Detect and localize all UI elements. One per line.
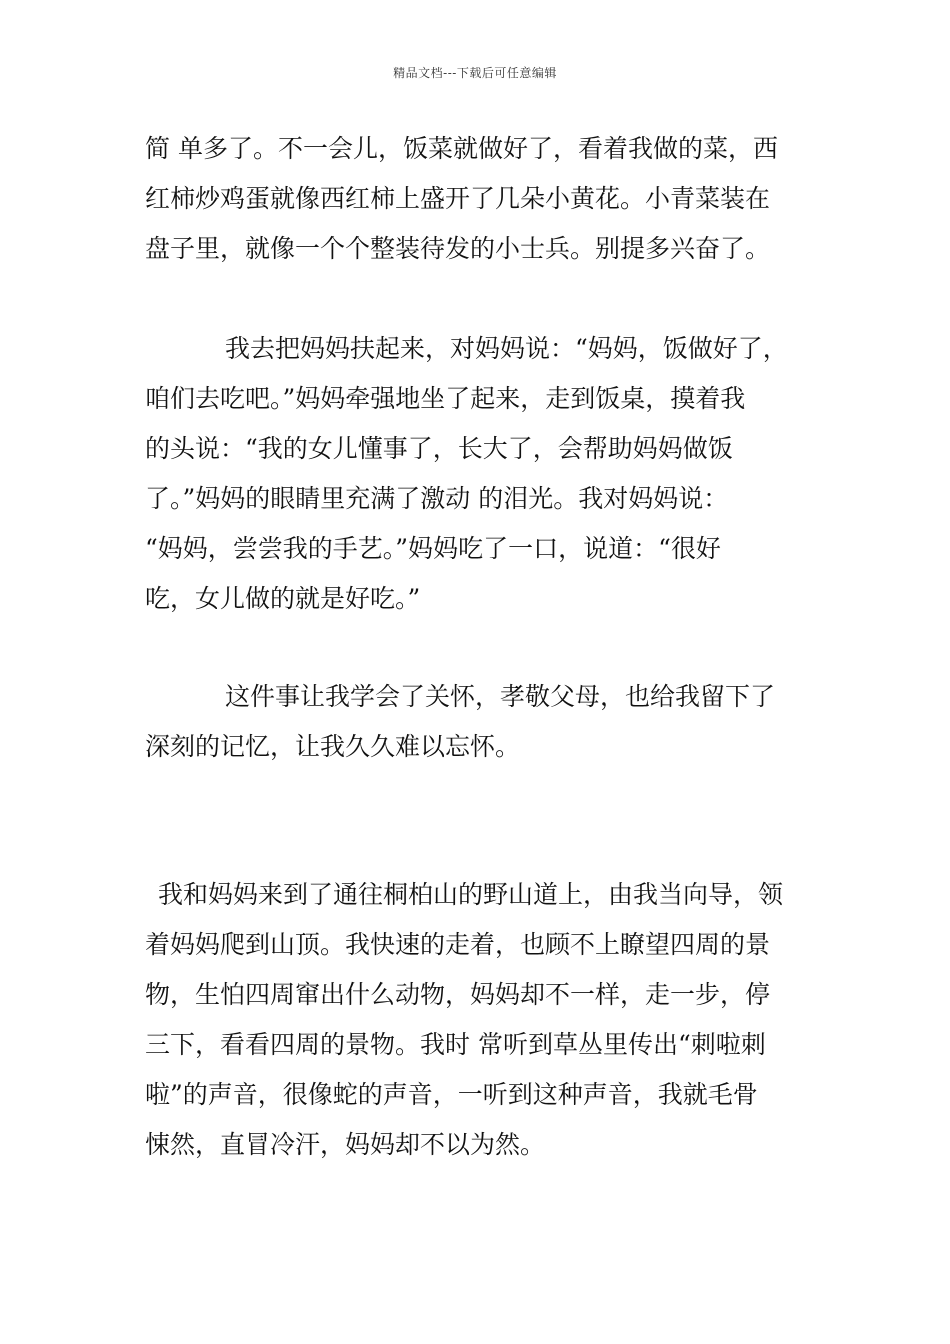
paragraph-line: 这件事让我学会了关怀，孝敬父母，也给我留下了	[225, 682, 776, 711]
paragraph-line: 着妈妈爬到山顶。我快速的走着，也顾不上瞭望四周的景	[145, 930, 771, 959]
paragraph-line: 红柿炒鸡蛋就像西红柿上盛开了几朵小黄花。小青菜装在	[145, 184, 771, 213]
paragraph-line: 我和妈妈来到了通往桐柏山的野山道上，由我当向导，领	[158, 880, 784, 909]
paragraph-line: 悚然，直冒冷汗，妈妈却不以为然。	[145, 1130, 546, 1159]
paragraph-4	[145, 870, 810, 1170]
paragraph-line: 物，生怕四周窜出什么动物，妈妈却不一样，走一步，停	[145, 980, 771, 1009]
paragraph-line: 咱们去吃吧。”妈妈牵强地坐了起来，走到饭桌，摸着我	[145, 384, 746, 413]
paragraph-line: 的头说：“我的女儿懂事了，长大了，会帮助妈妈做饭	[145, 434, 733, 463]
paragraph-1	[145, 124, 810, 274]
paragraph-line: 了。”妈妈的眼睛里充满了激动 的泪光。我对妈妈说：	[145, 484, 729, 513]
paragraph-line: 三下，看看四周的景物。我时 常听到草丛里传出“刺啦刺	[145, 1030, 766, 1059]
paragraph-line: 简 单多了。不一会儿，饭菜就做好了，看着我做的菜，西	[145, 134, 778, 163]
page-header: 精品文档---下载后可任意编辑	[393, 66, 557, 80]
paragraph-line: 盘子里，就像一个个整装待发的小士兵。别提多兴奋了。	[145, 234, 771, 263]
paragraph-2	[145, 324, 810, 624]
paragraph-line: 吃，女儿做的就是好吃。”	[145, 584, 421, 613]
paragraph-3	[145, 672, 810, 772]
paragraph-line: 深刻的记忆，让我久久难以忘怀。	[145, 732, 521, 761]
paragraph-line: 我去把妈妈扶起来，对妈妈说：“妈妈，饭做好了，	[225, 334, 788, 363]
paragraph-line: “妈妈，尝尝我的手艺。”妈妈吃了一口，说道：“很好	[145, 534, 721, 563]
paragraph-line: 啦”的声音，很像蛇的声音，一听到这种声音，我就毛骨	[145, 1080, 758, 1109]
